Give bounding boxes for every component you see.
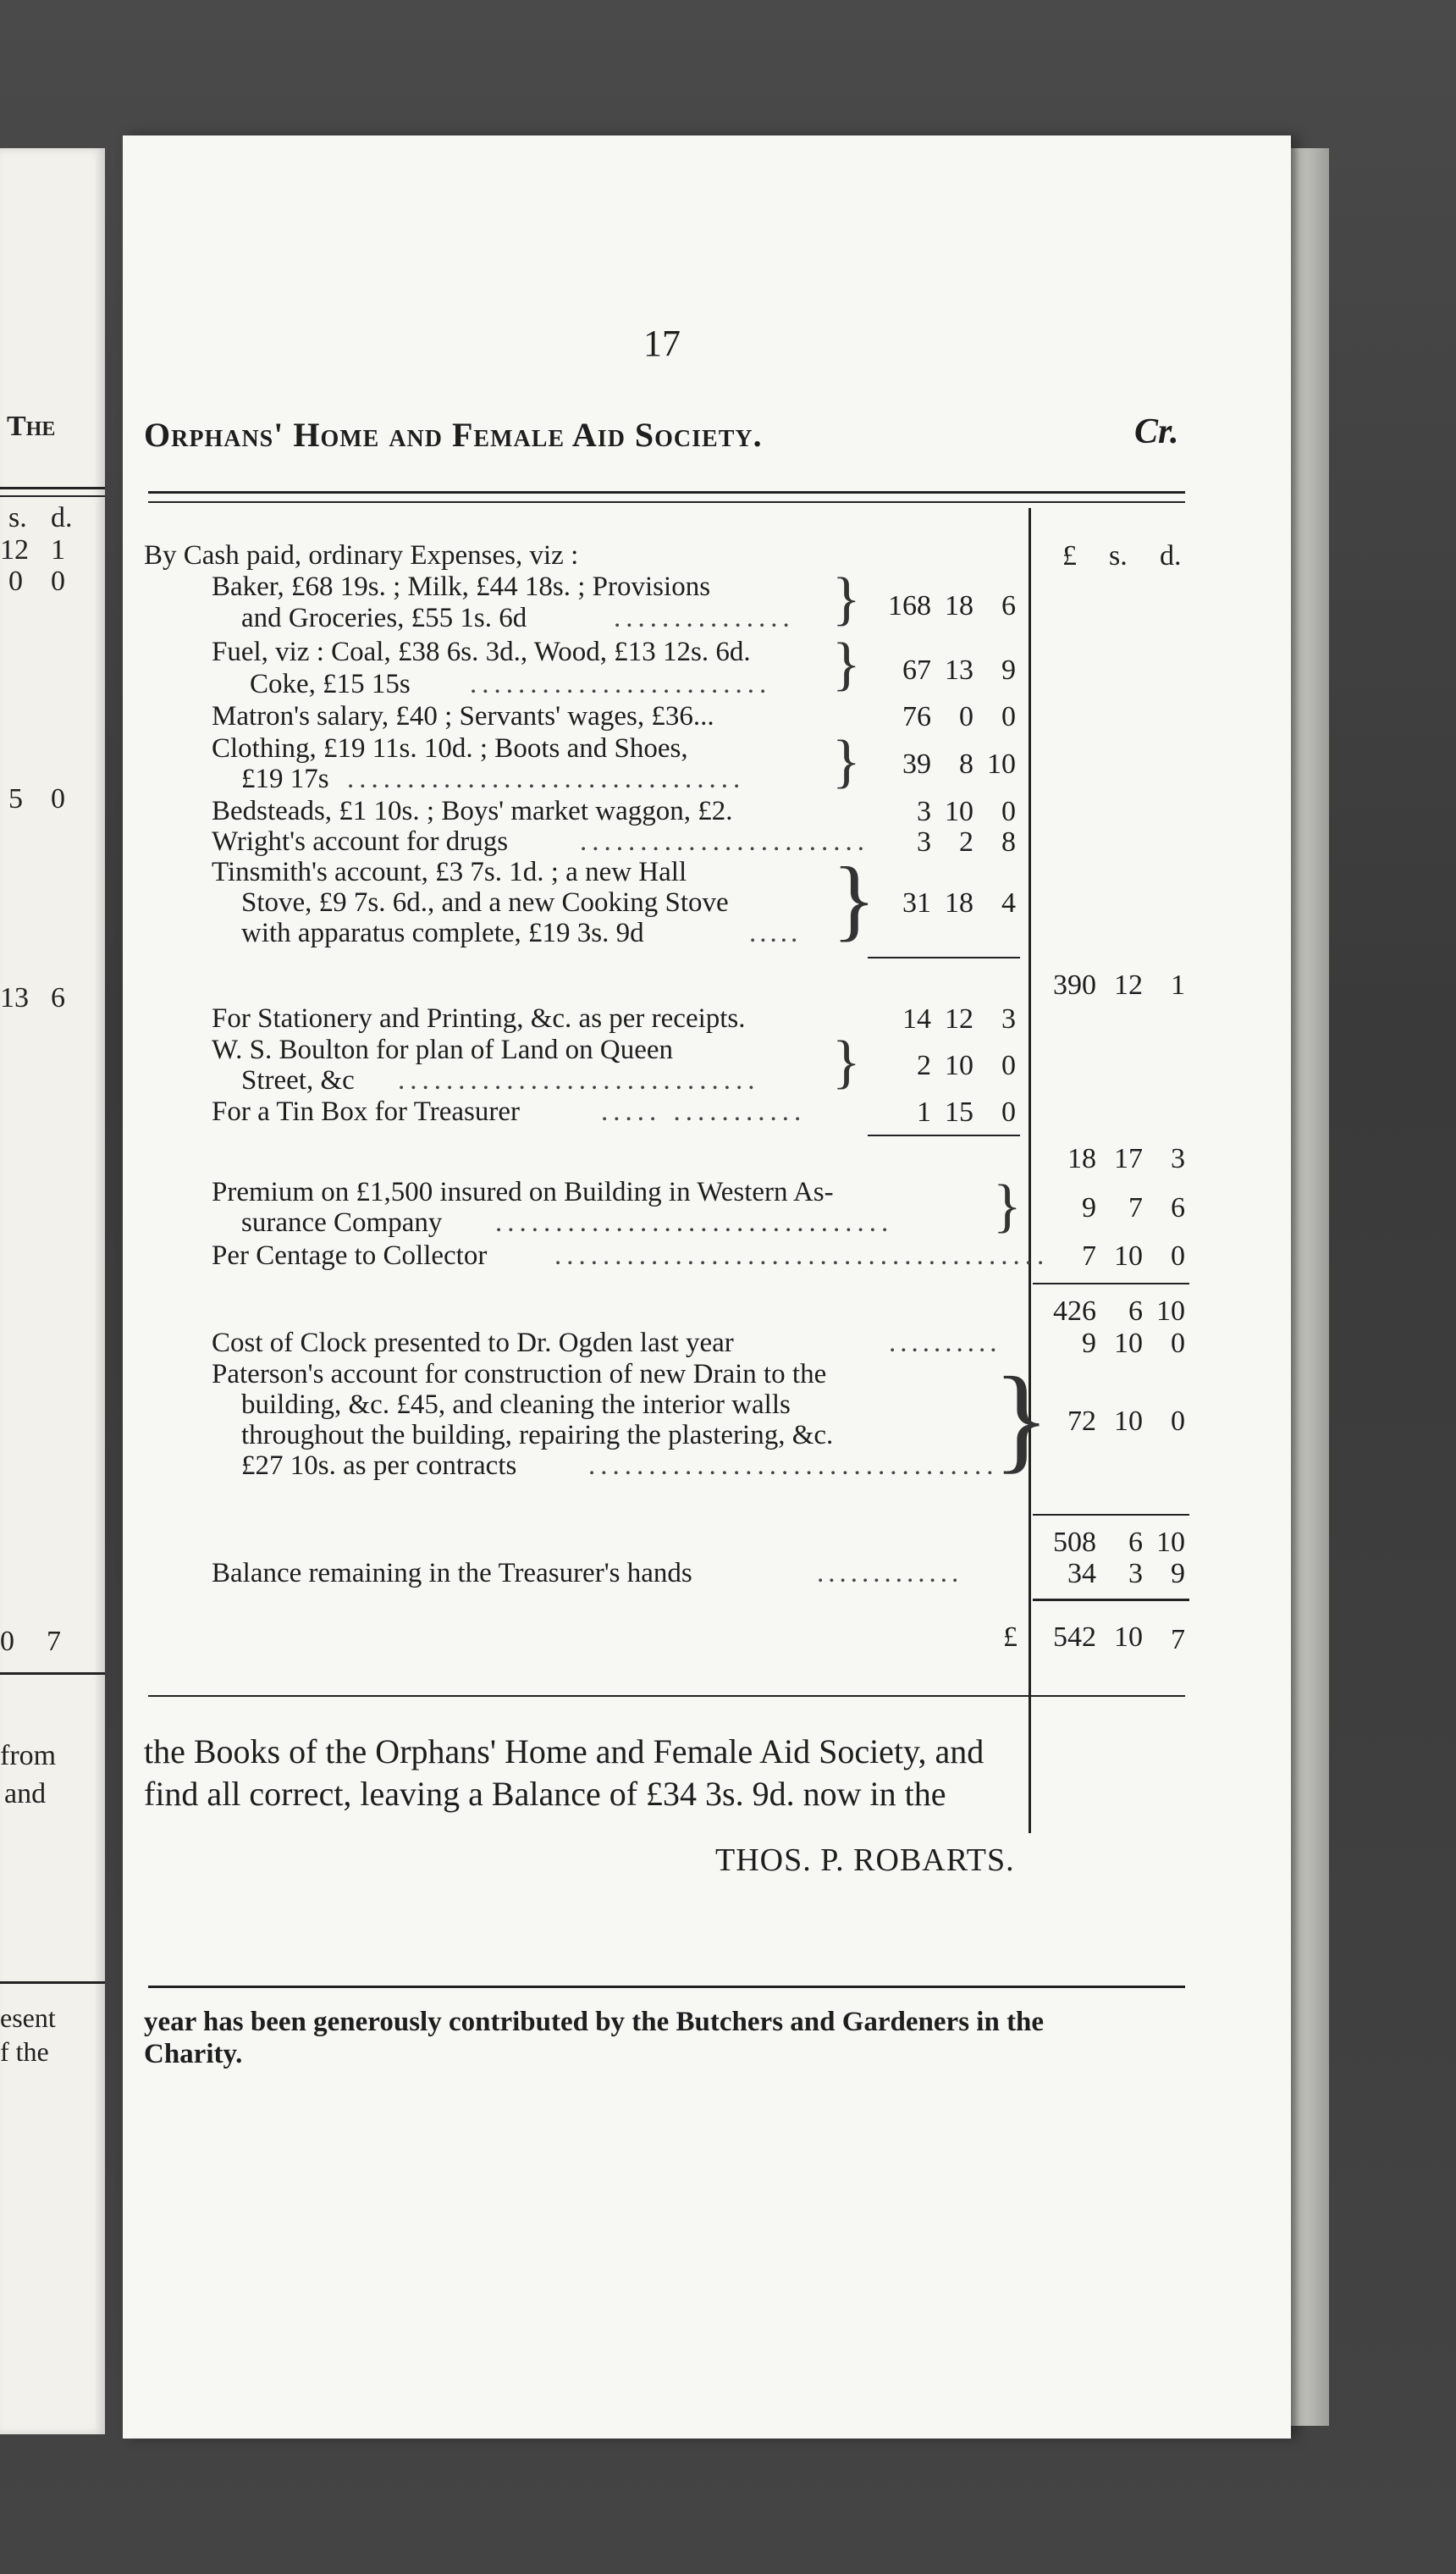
grand-total-shillings: 10	[1114, 1621, 1143, 1653]
item-text: £19 17s	[241, 764, 329, 794]
previous-page-fragment	[0, 148, 105, 2434]
amount-shillings: 10	[1114, 1240, 1143, 1272]
total-pounds: 426	[1053, 1295, 1096, 1327]
item-text: throughout the building, repairing the plastering, &c.	[241, 1420, 834, 1450]
item-text: For Stationery and Printing, &c. as per receipts.	[212, 1003, 746, 1034]
page-number: 17	[643, 323, 681, 364]
page-title: Orphans' Home and Female Aid Society.	[144, 416, 763, 454]
subtotal-pounds: 390	[1053, 969, 1096, 1001]
amount-pounds: 14	[902, 1003, 931, 1035]
book-page	[123, 135, 1291, 2439]
amount-pounds: 1	[917, 1096, 931, 1128]
subtotal-pounds: 18	[1067, 1143, 1096, 1174]
amount-shillings: 10	[945, 1050, 973, 1081]
amount-pence: 9	[1171, 1558, 1185, 1589]
item-text: Balance remaining in the Treasurer's hands	[212, 1558, 692, 1588]
item-text: building, &c. £45, and cleaning the interior walls	[241, 1389, 791, 1420]
audit-line: find all correct, leaving a Balance of £34 3s. 9d. now in the	[144, 1775, 946, 1813]
brace: }	[832, 632, 861, 697]
leader-dots: .................................	[495, 1207, 894, 1238]
amount-pounds: 168	[888, 590, 931, 621]
item-text: surance Company	[241, 1207, 443, 1238]
left-rule	[0, 1981, 105, 1984]
amount-shillings: 18	[945, 887, 973, 919]
amount-shillings: 10	[945, 796, 973, 827]
leader-dots: ...............	[614, 603, 795, 633]
amount-pounds: 3	[917, 796, 931, 827]
pence-heading: d.	[1160, 540, 1182, 572]
amount-pence: 3	[1001, 1003, 1016, 1035]
left-value: 6	[51, 982, 65, 1014]
amount-pounds: 7	[1082, 1240, 1096, 1272]
grand-total-pounds: 542	[1053, 1621, 1096, 1653]
header-rule	[148, 501, 1185, 503]
amount-shillings: 12	[945, 1003, 973, 1035]
brace: }	[993, 1174, 1022, 1239]
amount-pence: 0	[1171, 1406, 1185, 1437]
item-text: W. S. Boulton for plan of Land on Queen	[212, 1035, 674, 1065]
auditor-signature: THOS. P. ROBARTS.	[715, 1842, 1015, 1878]
footnote-rule	[148, 1986, 1185, 1988]
amount-pence: 0	[1001, 1050, 1016, 1081]
item-text: Stove, £9 7s. 6d., and a new Cooking Stove	[241, 887, 729, 918]
subtotal-shillings: 17	[1114, 1143, 1143, 1174]
amount-shillings: 10	[1114, 1406, 1143, 1437]
amount-pounds: 67	[902, 655, 931, 686]
total-shillings: 6	[1128, 1295, 1143, 1327]
amount-pence: 0	[1171, 1240, 1185, 1272]
left-value: 7	[47, 1626, 61, 1657]
brace: }	[832, 566, 861, 632]
leader-dots: .................................	[347, 764, 746, 794]
amount-shillings: 15	[945, 1096, 973, 1128]
amount-pounds: 2	[917, 1050, 931, 1081]
leader-dots: ..... ...........	[601, 1096, 807, 1127]
left-value: 12	[0, 534, 29, 566]
amount-shillings: 0	[959, 701, 973, 732]
amount-pence: 8	[1001, 826, 1016, 858]
left-value: 0	[51, 783, 65, 815]
left-value: 1	[51, 534, 65, 566]
amount-pounds: 3	[917, 826, 931, 858]
item-text: Wright's account for drugs	[212, 826, 509, 857]
left-rule	[0, 1672, 105, 1675]
amount-pence: 0	[1001, 1096, 1016, 1128]
subtotal-shillings: 12	[1114, 969, 1143, 1001]
left-value: 5	[8, 783, 23, 815]
brace: }	[832, 849, 876, 950]
amount-pence: 10	[987, 748, 1016, 780]
amount-shillings: 7	[1128, 1192, 1143, 1223]
left-rule	[0, 487, 105, 489]
leader-dots: .........................	[470, 669, 772, 699]
leader-dots: ..........	[889, 1328, 1001, 1358]
total-shillings: 6	[1128, 1527, 1143, 1558]
amount-pence: 0	[1001, 796, 1016, 827]
left-col-label: d.	[51, 502, 73, 533]
item-text: Bedsteads, £1 10s. ; Boys' market waggon, £2.	[212, 796, 733, 826]
item-text: Cost of Clock presented to Dr. Ogden last year	[212, 1328, 734, 1358]
left-value: 0	[0, 1626, 14, 1657]
item-text: and Groceries, £55 1s. 6d	[241, 603, 527, 633]
left-word: from	[0, 1740, 57, 1771]
leader-dots: .........................................	[554, 1240, 1050, 1271]
amount-shillings: 3	[1128, 1558, 1143, 1589]
subtotal-pence: 3	[1171, 1143, 1185, 1174]
amount-pence: 9	[1001, 655, 1016, 686]
total-pence: 10	[1156, 1295, 1185, 1327]
item-text: Clothing, £19 11s. 10d. ; Boots and Shoes,	[212, 733, 688, 764]
header-rule	[148, 491, 1185, 494]
subtotal-rule	[868, 1135, 1020, 1136]
item-text: Street, &c	[241, 1065, 355, 1096]
grand-total-pence: 7	[1171, 1624, 1185, 1655]
total-pounds: 508	[1053, 1527, 1096, 1558]
left-word: f the	[0, 2036, 49, 2067]
page-edge	[1287, 148, 1329, 2426]
item-text: Premium on £1,500 insured on Building in Western As-	[212, 1177, 834, 1207]
item-text: Fuel, viz : Coal, £38 6s. 3d., Wood, £13 12s. 6d.	[212, 637, 751, 667]
footnote-line: year has been generously contributed by the Butchers and Gardeners in the	[144, 2007, 1045, 2037]
amount-shillings: 2	[959, 826, 973, 858]
leader-dots: .....	[749, 918, 802, 948]
amount-pounds: 9	[1082, 1192, 1096, 1223]
leader-dots: .............	[817, 1558, 963, 1588]
item-text: Matron's salary, £40 ; Servants' wages, £36...	[212, 701, 714, 732]
amount-pence: 4	[1001, 887, 1016, 919]
item-text: For a Tin Box for Treasurer	[212, 1096, 520, 1127]
pounds-heading: £	[1062, 540, 1077, 572]
left-header: The	[7, 411, 56, 442]
amount-shillings: 8	[959, 748, 973, 780]
item-text: Per Centage to Collector	[212, 1240, 488, 1271]
amount-pence: 0	[1171, 1328, 1185, 1359]
brace: }	[832, 729, 861, 794]
amount-pence: 0	[1001, 701, 1016, 732]
total-pence: 10	[1156, 1527, 1185, 1558]
amount-pounds: 39	[902, 748, 931, 780]
item-text: Baker, £68 19s. ; Milk, £44 18s. ; Provisions	[212, 572, 711, 602]
amount-shillings: 13	[945, 655, 973, 686]
left-rule	[0, 495, 105, 497]
amount-pounds: 31	[902, 887, 931, 919]
audit-line: the Books of the Orphans' Home and Female Aid Society, and	[144, 1732, 984, 1770]
amount-pounds: 34	[1067, 1558, 1096, 1589]
left-word: esent	[0, 2002, 56, 2033]
left-value: 0	[8, 566, 23, 597]
brace: }	[832, 1030, 861, 1095]
amount-pounds: 76	[902, 701, 931, 732]
total-rule	[1033, 1599, 1189, 1601]
amount-pence: 6	[1171, 1192, 1185, 1223]
item-text: Tinsmith's account, £3 7s. 1d. ; a new Hall	[212, 857, 687, 887]
amount-pence: 6	[1001, 590, 1016, 621]
left-value: 13	[0, 982, 29, 1014]
left-value: 0	[51, 566, 65, 597]
total-rule	[1033, 1514, 1189, 1516]
leader-dots: ..................................	[588, 1450, 999, 1481]
left-col-label: s.	[8, 502, 27, 533]
item-text: with apparatus complete, £19 3s. 9d	[241, 918, 644, 948]
column-divider	[1029, 508, 1031, 1833]
leader-dots: ........................	[580, 826, 869, 857]
brace: }	[993, 1353, 1051, 1484]
item-text: Paterson's account for construction of new Drain to the	[212, 1359, 827, 1389]
amount-shillings: 10	[1114, 1328, 1143, 1359]
amount-pounds: 9	[1082, 1328, 1096, 1359]
amount-pounds: 72	[1067, 1406, 1096, 1437]
intro-line: By Cash paid, ordinary Expenses, viz :	[144, 540, 579, 571]
item-text: £27 10s. as per contracts	[241, 1450, 517, 1481]
currency-sign: £	[1003, 1621, 1018, 1653]
total-rule	[1033, 1283, 1189, 1284]
left-word: and	[4, 1778, 47, 1809]
leader-dots: ..............................	[398, 1065, 760, 1096]
footnote-line: Charity.	[144, 2039, 243, 2069]
subtotal-pence: 1	[1171, 969, 1185, 1001]
item-text: Coke, £15 15s	[250, 669, 411, 699]
subtotal-rule	[868, 957, 1020, 958]
shillings-heading: s.	[1109, 540, 1128, 572]
amount-shillings: 18	[945, 590, 973, 621]
credit-label: Cr.	[1134, 412, 1179, 451]
account-rule	[148, 1695, 1185, 1697]
